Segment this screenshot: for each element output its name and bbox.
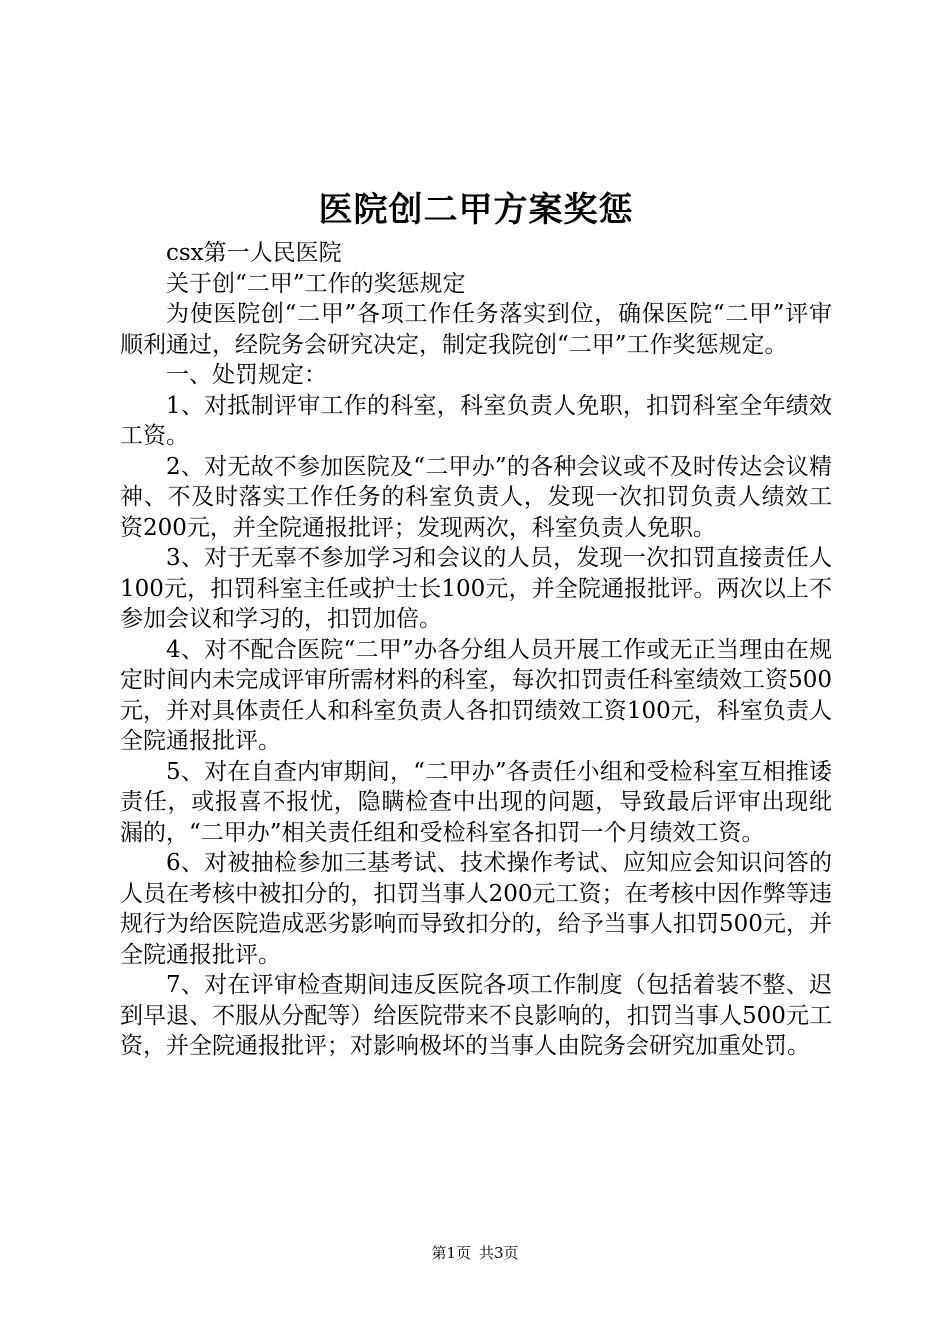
paragraph-intro: 为使医院创“二甲”各项工作任务落实到位，确保医院“二甲”评审顺利通过，经院务会研究决定，制定我院创“二甲”工作奖惩规定。 [120, 301, 832, 358]
document-body [120, 238, 832, 1062]
document-page [120, 0, 832, 1344]
paragraph-section-penalties: 一、处罚规定： [166, 362, 327, 388]
paragraph-rule-7: 7、对在评审检查期间违反医院各项工作制度（包括着装不整、迟到早退、不服从分配等）给医院带来不良影响的，扣罚当事人500元工资，并全院通报批评；对影响极坏的当事人由院务会研究加重处罚。 [120, 972, 832, 1059]
document-title: 医院创二甲方案奖惩 [318, 190, 634, 230]
paragraph-rule-3: 3、对于无辜不参加学习和会议的人员，发现一次扣罚直接责任人100元，扣罚科室主任或护士长100元，并全院通报批评。两次以上不参加会议和学习的，扣罚加倍。 [120, 545, 832, 632]
paragraph-rule-6: 6、对被抽检参加三基考试、技术操作考试、应知应会知识问答的人员在考核中被扣分的，扣罚当事人200元工资；在考核中因作弊等违规行为给医院造成恶劣影响而导致扣分的，给予当事人扣罚500元，并全院通报批评。 [120, 850, 832, 968]
paragraph-rules-heading: 关于创“二甲”工作的奖惩规定 [166, 270, 466, 297]
paragraph-rule-1: 1、对抵制评审工作的科室，科室负责人免职，扣罚科室全年绩效工资。 [120, 392, 832, 449]
paragraph-rule-4: 4、对不配合医院“二甲”办各分组人员开展工作或无正当理由在规定时间内未完成评审所需材料的科室，每次扣罚责任科室绩效工资500元，并对具体责任人和科室负责人各扣罚绩效工资100元，科室负责人全院通报批评。 [120, 636, 832, 754]
paragraph-rule-5: 5、对在自查内审期间，“二甲办”各责任小组和受检科室互相推诿责任，或报喜不报忧，隐瞒检查中出现的问题，导致最后评审出现纰漏的，“二甲办”相关责任组和受检科室各扣罚一个月绩效工资。 [120, 758, 832, 846]
paragraph-hospital-name: csx第一人民医院 [166, 240, 342, 266]
page-footer [0, 1243, 950, 1263]
page-number: 第1页 [431, 1244, 471, 1262]
paragraph-rule-2: 2、对无故不参加医院及“二甲办”的各种会议或不及时传达会议精神、不及时落实工作任务的科室负责人，发现一次扣罚负责人绩效工资200元，并全院通报批评；发现两次，科室负责人免职。 [120, 453, 832, 541]
page-total: 共3页 [479, 1244, 519, 1262]
